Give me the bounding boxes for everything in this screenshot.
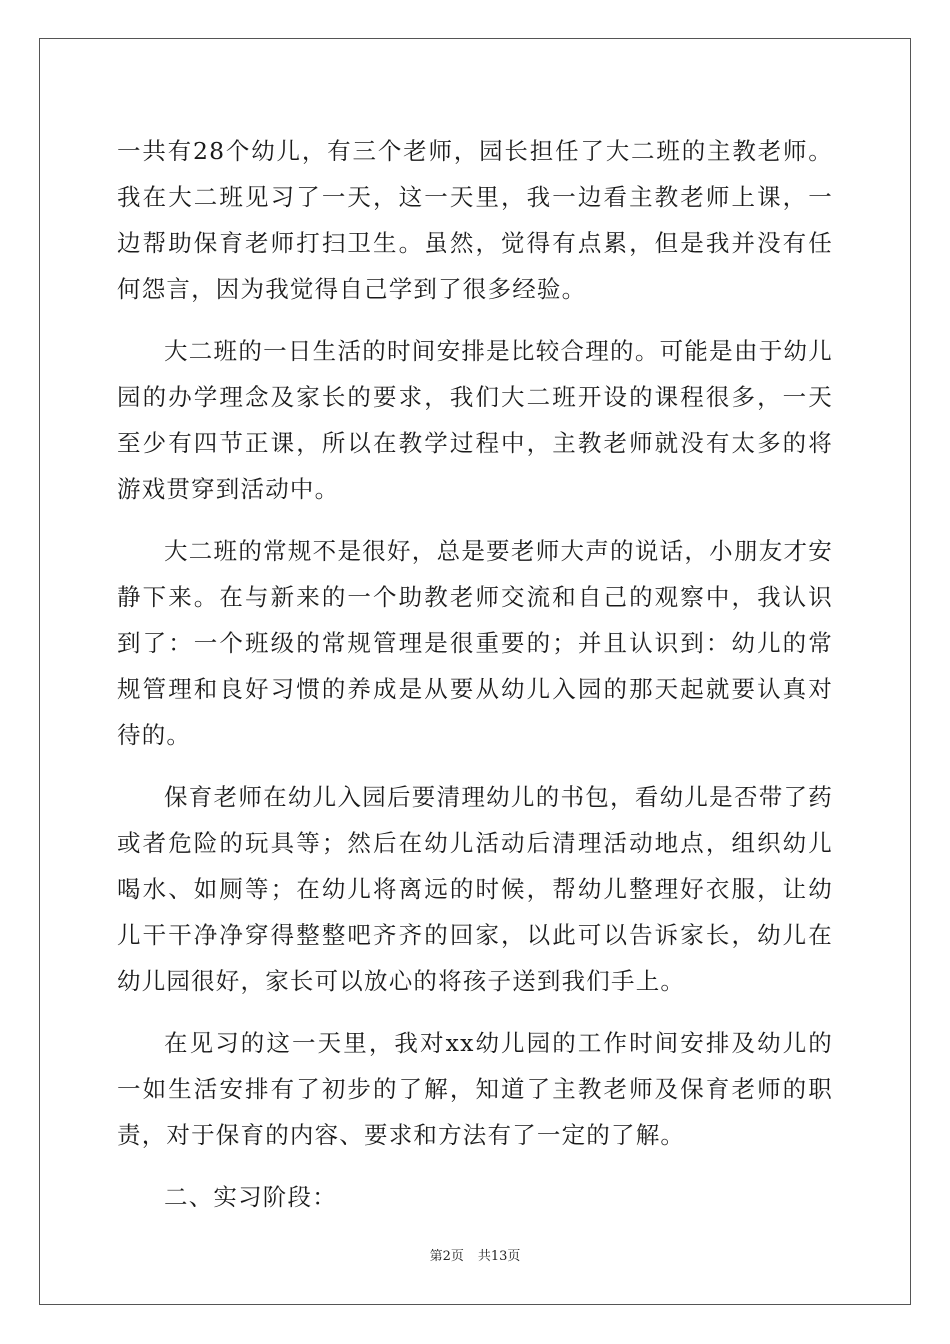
paragraph-5: 在见习的这一天里，我对xx幼儿园的工作时间安排及幼儿的一如生活安排有了初步的了解，知道了主教老师及保育老师的职责，对于保育的内容、要求和方法有了一定的了解。 (117, 1029, 833, 1149)
section-heading: 二、实习阶段： (164, 1183, 337, 1211)
page-footer (0, 1245, 950, 1264)
paragraph-1: 一共有28个幼儿，有三个老师，园长担任了大二班的主教老师。我在大二班见习了一天，这一天里，我一边看主教老师上课，一边帮助保育老师打扫卫生。虽然，觉得有点累，但是我并没有任何怨言，因为我觉得自己学到了很多经验。 (117, 137, 833, 303)
paragraph-4: 保育老师在幼儿入园后要清理幼儿的书包，看幼儿是否带了药或者危险的玩具等；然后在幼儿活动后清理活动地点，组织幼儿喝水、如厕等；在幼儿将离远的时候，帮幼儿整理好衣服，让幼儿干干净净穿得整整吧齐齐的回家，以此可以告诉家长，幼儿在幼儿园很好，家长可以放心的将孩子送到我们手上。 (117, 783, 833, 995)
page-number: 第2页 (429, 1249, 464, 1264)
paragraph-2: 大二班的一日生活的时间安排是比较合理的。可能是由于幼儿园的办学理念及家长的要求，我们大二班开设的课程很多，一天至少有四节正课，所以在教学过程中，主教老师就没有太多的将游戏贯穿到活动中。 (117, 337, 833, 503)
document-body (117, 128, 833, 1236)
page-total: 共13页 (477, 1249, 521, 1264)
paragraph-3: 大二班的常规不是很好，总是要老师大声的说话，小朋友才安静下来。在与新来的一个助教老师交流和自己的观察中，我认识到了：一个班级的常规管理是很重要的；并且认识到：幼儿的常规管理和良好习惯的养成是从要从幼儿入园的那天起就要认真对待的。 (117, 537, 833, 749)
